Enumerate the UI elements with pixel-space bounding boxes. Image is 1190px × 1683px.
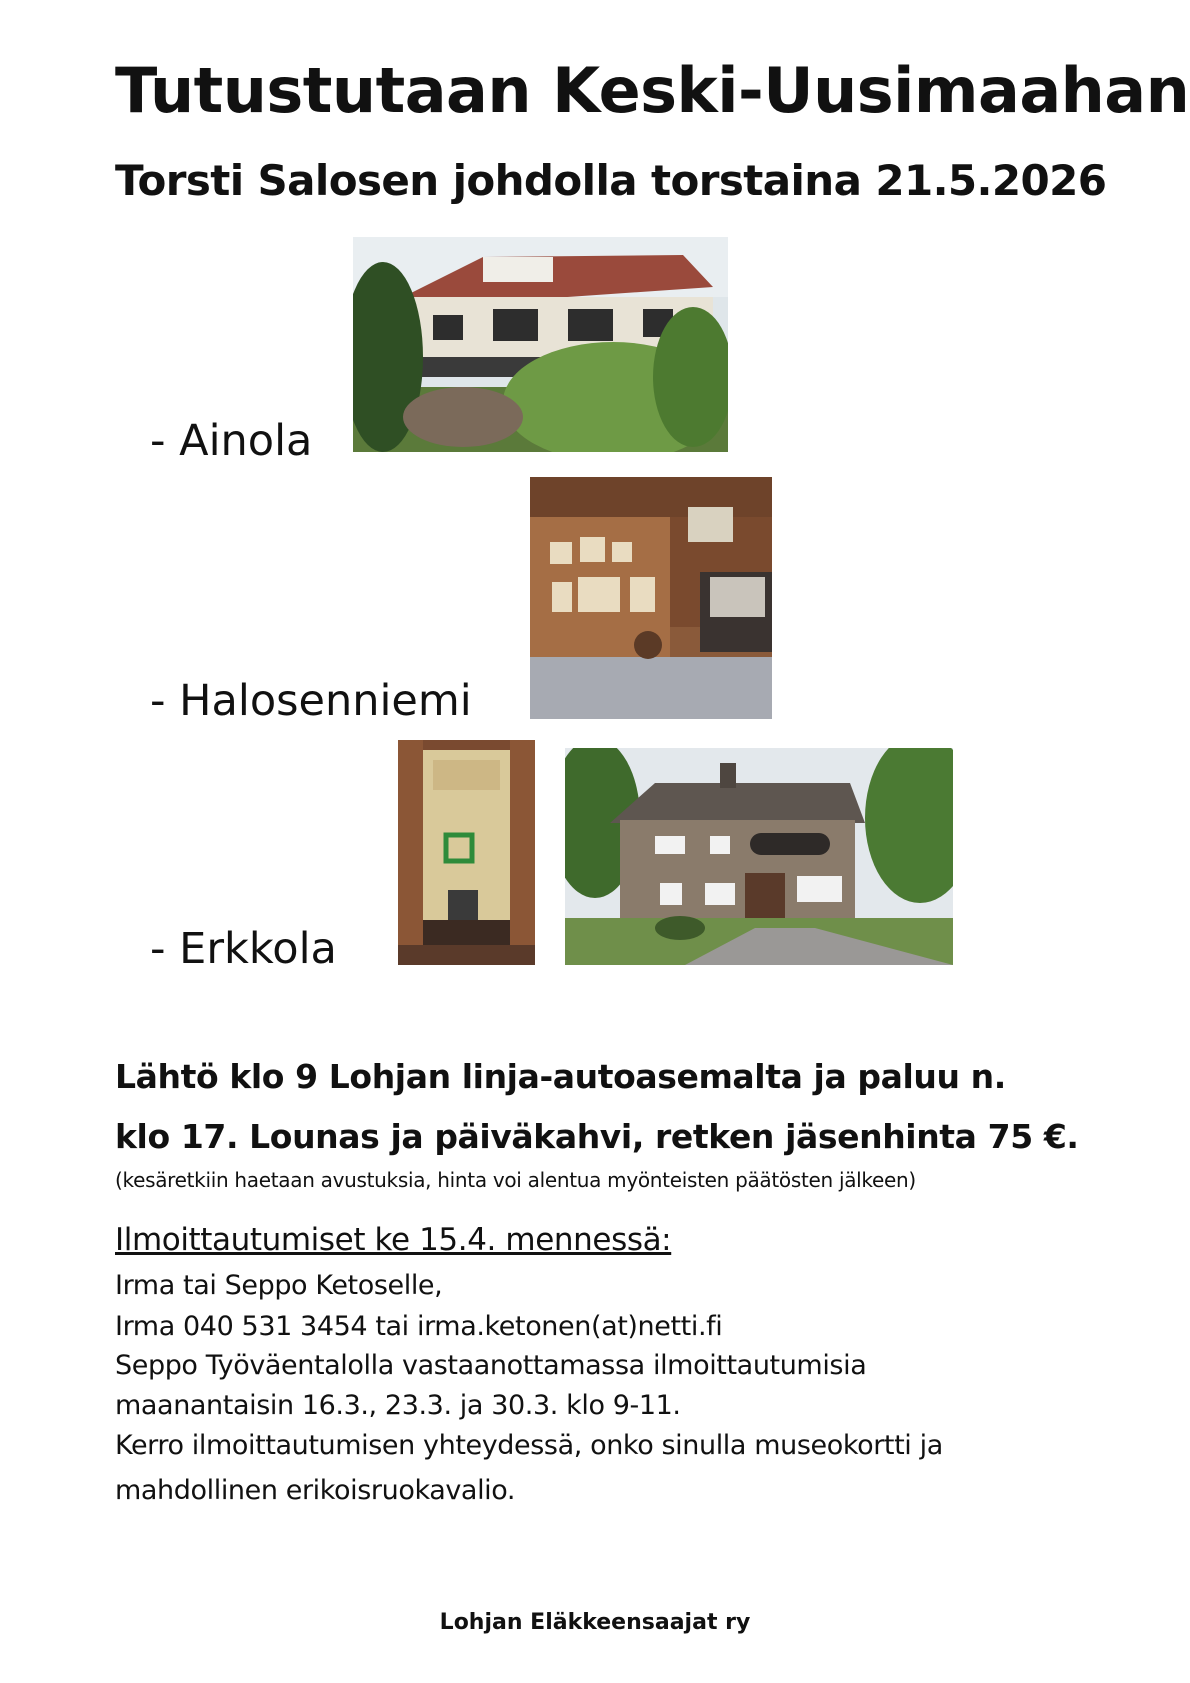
destination-ainola: - Ainola: [150, 416, 313, 466]
erkkola-house-photo: [565, 748, 953, 965]
registration-line: mahdollinen erikoisruokavalio.: [115, 1475, 516, 1506]
registration-contact: Irma 040 531 3454 tai irma.ketonen(at)netti.fi: [115, 1311, 723, 1342]
page-title: Tutustutaan Keski-Uusimaahan: [115, 54, 1190, 127]
destination-halosenniemi: - Halosenniemi: [150, 676, 472, 726]
registration-line: Seppo Työväentalolla vastaanottamassa ilmoittautumisia: [115, 1350, 867, 1381]
ainola-photo: [353, 237, 728, 452]
registration-line: maanantaisin 16.3., 23.3. ja 30.3. klo 9-11.: [115, 1390, 681, 1421]
trip-info-line: Lähtö klo 9 Lohjan linja-autoasemalta ja paluu n.: [115, 1057, 1006, 1096]
destination-erkkola: - Erkkola: [150, 924, 337, 974]
page-subtitle: Torsti Salosen johdolla torstaina 21.5.2026: [115, 156, 1107, 205]
registration-line: Irma tai Seppo Ketoselle,: [115, 1270, 443, 1301]
registration-line: Kerro ilmoittautumisen yhteydessä, onko sinulla museokortti ja: [115, 1430, 943, 1461]
footer-organization: Lohjan Eläkkeensaajat ry: [439, 1610, 751, 1635]
halosenniemi-photo: [530, 477, 772, 719]
trip-note: (kesäretkiin haetaan avustuksia, hinta voi alentua myönteisten päätösten jälkeen): [115, 1168, 916, 1192]
trip-price-line: klo 17. Lounas ja päiväkahvi, retken jäsenhinta 75 €.: [115, 1117, 1079, 1156]
registration-heading: Ilmoittautumiset ke 15.4. mennessä:: [115, 1222, 672, 1258]
erkkola-stove-photo: [398, 740, 535, 965]
